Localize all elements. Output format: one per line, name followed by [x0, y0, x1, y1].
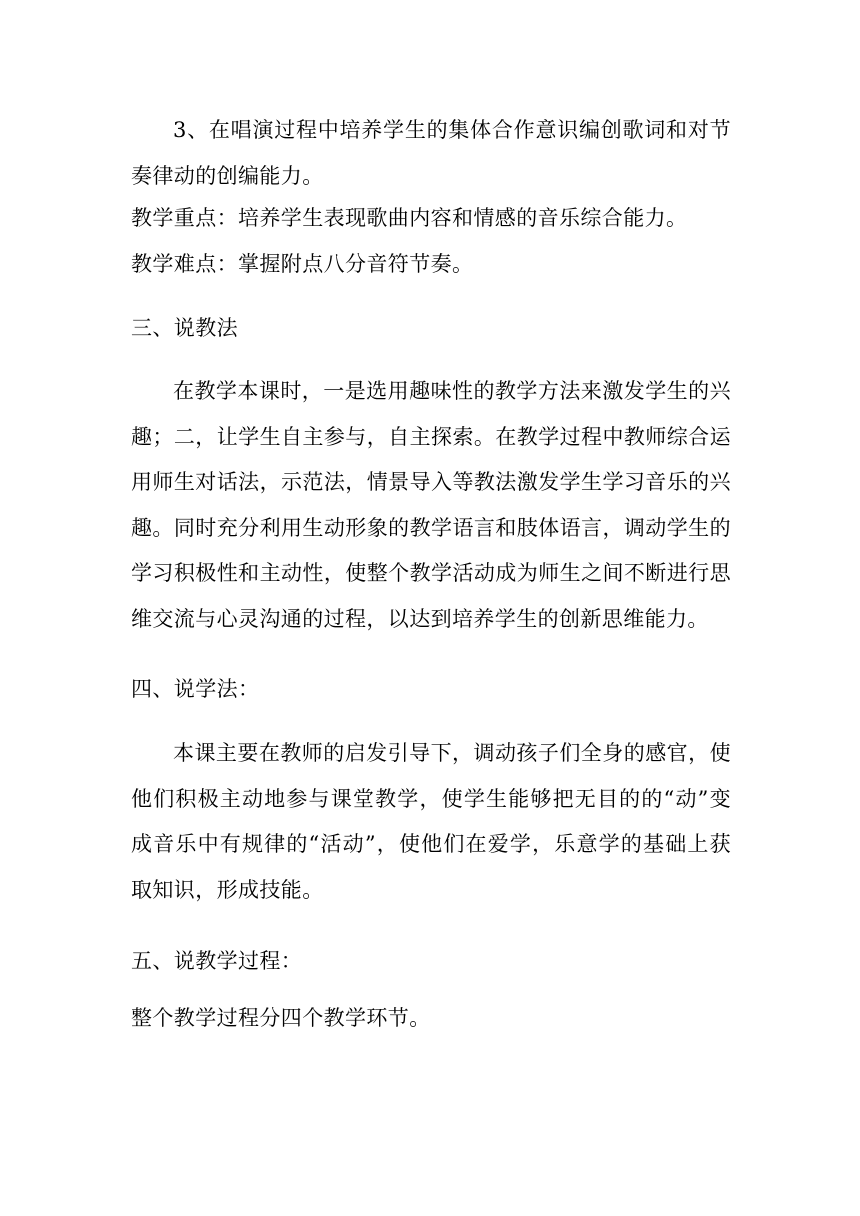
teaching-key-point: 教学重点：培养学生表现歌曲内容和情感的音乐综合能力。 — [131, 206, 688, 230]
teaching-difficulty: 教学难点：掌握附点八分音符节奏。 — [131, 252, 474, 276]
section-heading-teaching-method: 三、说教法 — [131, 316, 238, 340]
section-body-teaching-method: 在教学本课时，一是选用趣味性的教学方法来激发学生的兴趣；二，让学生自主参与，自主探索。在教学过程中教师综合运用师生对话法，示范法，情景导入等教法激发学生学习音乐的兴趣。同时充分利用生动形象的教学语言和肢体语言，调动学生的学习积极性和主动性，使整个教学活动成为师生之间不断进行思维交流与心灵沟通的过程，以达到培养学生的创新思维能力。 — [131, 379, 731, 631]
section-heading-teaching-process: 五、说教学过程： — [131, 949, 303, 973]
teaching-goal-3: 3、在唱演过程中培养学生的集体合作意识编创歌词和对节奏律动的创编能力。 — [131, 118, 731, 188]
section-heading-learning-method: 四、说学法： — [131, 677, 260, 701]
section-body-learning-method: 本课主要在教师的启发引导下，调动孩子们全身的感官，使他们积极主动地参与课堂教学，使学生能够把无目的的“动”变成音乐中有规律的“活动”，使他们在爱学，乐意学的基础上获取知识，形成技能。 — [131, 741, 731, 902]
section-body-teaching-process: 整个教学过程分四个教学环节。 — [131, 1006, 431, 1030]
